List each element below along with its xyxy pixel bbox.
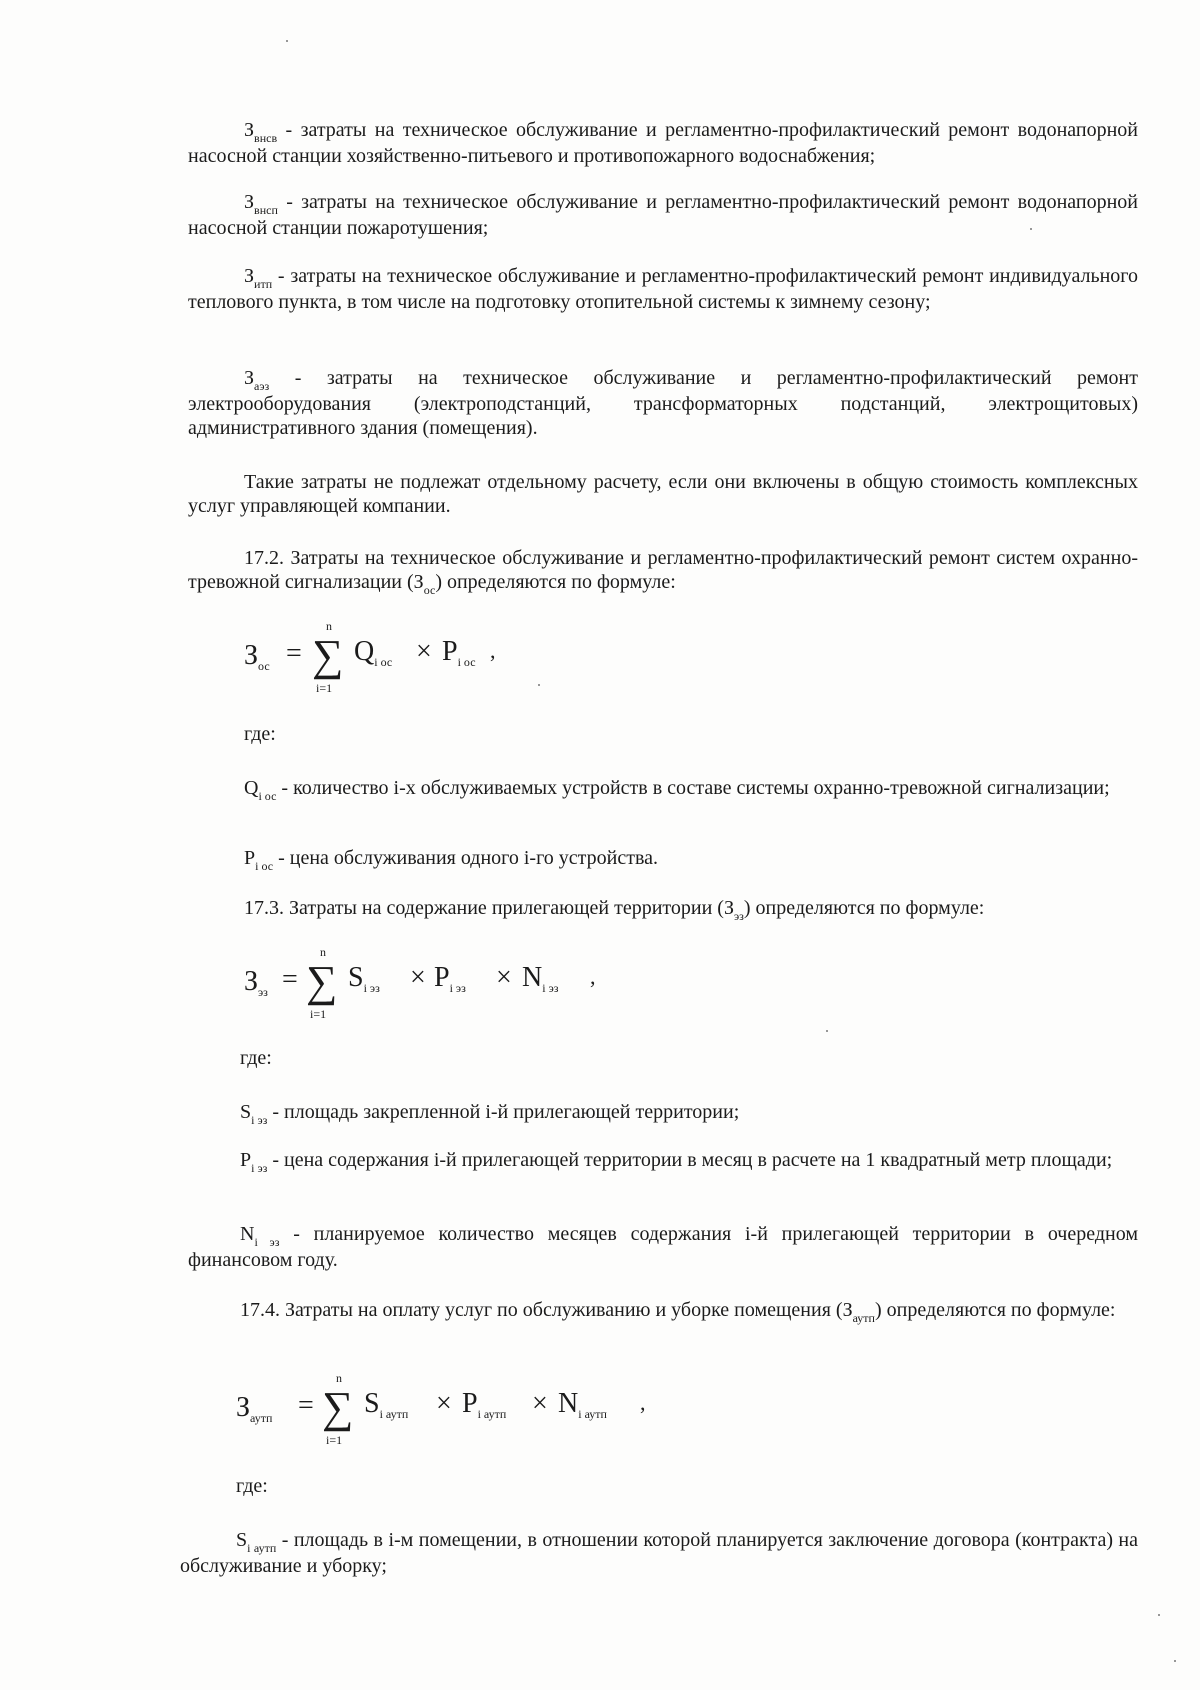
formula-os-equals: =	[286, 638, 302, 669]
zvnsp-symbol	[188, 191, 286, 217]
formula-autp-lower-limit: i=1	[326, 1433, 343, 1447]
formula-ez-times-1: ×	[410, 962, 426, 993]
n-ez-symbol-sub: i эз	[254, 1235, 280, 1249]
scan-speck	[826, 1030, 828, 1032]
formula-ez-n-term	[522, 964, 558, 994]
zitp-symbol-main: З	[244, 265, 255, 287]
paragraph-note	[188, 470, 1138, 518]
zvnsv-description: - затраты на техническое обслуживание и регламентно-профилактический ремонт водонапорной насосной станции хозяйственно-питьевого и противопожарного водоснабжения;	[188, 119, 1138, 167]
formula-autp-p-sub: i аутп	[477, 1407, 507, 1421]
section-17-2-text-after: ) определяются по формуле:	[435, 571, 676, 593]
formula-os-lhs-sub: ос	[258, 659, 270, 673]
p-os-symbol-sub: i ос	[255, 859, 274, 873]
n-ez-symbol	[188, 1223, 293, 1249]
formula-ez-n-sub: i эз	[542, 981, 559, 995]
formula-autp-p-main: P	[462, 1388, 478, 1419]
n-ez-description: - планируемое количество месяцев содержания i-й прилегающей территории в очередном финансовом году.	[188, 1223, 1139, 1271]
scan-speck	[286, 40, 288, 42]
where-label-1: где:	[244, 723, 276, 745]
zvnsv-symbol-main: З	[244, 119, 255, 141]
section-17-4-text: 17.4. Затраты на оплату услуг по обслуживанию и уборке помещения (З	[240, 1299, 853, 1321]
zaez-symbol	[188, 367, 295, 393]
zvnsv-symbol	[188, 119, 286, 145]
p-ez-description: - цена содержания i-й прилегающей территории в месяц в расчете на 1 квадратный метр площади;	[272, 1149, 1113, 1171]
formula-os-sigma: ∑	[312, 631, 344, 680]
section-17-2-text: 17.2. Затраты на техническое обслуживание и регламентно-профилактический ремонт систем охранно-тревожной сигнализации (З	[188, 547, 1138, 593]
s-ez-description: - площадь закрепленной i-й прилегающей территории;	[272, 1101, 740, 1123]
scan-speck	[538, 684, 540, 686]
formula-ez-times-2: ×	[496, 962, 512, 993]
q-os-symbol	[188, 777, 281, 803]
formula-autp-sigma: ∑	[322, 1383, 354, 1432]
formula-autp-times-1: ×	[436, 1388, 452, 1419]
paragraph-s-ez	[188, 1100, 1138, 1126]
s-autp-symbol	[180, 1529, 282, 1555]
scan-speck	[1174, 1660, 1176, 1662]
formula-autp-p-term	[462, 1390, 506, 1420]
formula-autp-lhs-main: З	[236, 1392, 251, 1423]
section-17-3-text: 17.3. Затраты на содержание прилегающей территории (З	[244, 897, 734, 919]
formula-ez-n-main: N	[522, 962, 543, 993]
scan-speck	[1158, 1614, 1160, 1616]
formula-autp-equals: =	[298, 1390, 314, 1421]
zitp-symbol-sub: итп	[254, 277, 273, 291]
formula-ez-s-sub: i эз	[363, 981, 380, 995]
where-label-2: где:	[240, 1047, 272, 1069]
note-text: Такие затраты не подлежат отдельному расчету, если они включены в общую стоимость комплексных услуг управляющей компании.	[188, 471, 1138, 517]
formula-ez	[244, 946, 864, 1028]
section-17-4-text-after: ) определяются по формуле:	[874, 1299, 1116, 1321]
paragraph-n-ez	[188, 1222, 1138, 1272]
paragraph-17-2	[188, 546, 1138, 596]
formula-os-lhs-main: З	[244, 640, 259, 671]
zitp-description: - затраты на техническое обслуживание и регламентно-профилактический ремонт индивидуального теплового пункта, в том числе на подготовку отопительной системы к зимнему сезону;	[188, 265, 1139, 313]
formula-os	[244, 620, 764, 702]
paragraph-17-4	[180, 1298, 1138, 1324]
formula-ez-sigma: ∑	[306, 957, 338, 1006]
s-autp-symbol-sub: i аутп	[247, 1541, 277, 1555]
zaez-symbol-main: З	[244, 367, 255, 389]
formula-autp-n-sub: i аутп	[578, 1407, 607, 1421]
zvnsp-description: - затраты на техническое обслуживание и регламентно-профилактический ремонт водонапорной насосной станции пожаротушения;	[188, 191, 1139, 239]
paragraph-17-3	[188, 896, 1138, 922]
formula-ez-lhs	[244, 968, 268, 998]
paragraph-zitp	[188, 264, 1138, 314]
zvnsp-symbol-main: З	[244, 191, 255, 213]
formula-os-upper-limit: n	[326, 619, 332, 633]
formula-autp-s-sub: i аутп	[379, 1407, 409, 1421]
p-ez-symbol	[188, 1149, 272, 1175]
formula-autp-times-2: ×	[532, 1388, 548, 1419]
where-label-3: где:	[236, 1475, 268, 1497]
formula-os-times: ×	[416, 636, 432, 667]
formula-os-q-main: Q	[354, 636, 375, 667]
paragraph-zvnsp	[188, 190, 1138, 240]
formula-os-p-term	[442, 638, 476, 668]
formula-autp-s-term	[364, 1390, 408, 1420]
formula-autp-s-main: S	[364, 1388, 380, 1419]
formula-os-lower-limit: i=1	[316, 681, 333, 695]
section-17-4-sub: аутп	[852, 1311, 875, 1325]
formula-ez-s-main: S	[348, 962, 364, 993]
section-17-3-text-after: ) определяются по формуле:	[743, 897, 985, 919]
p-os-symbol-main: P	[244, 847, 256, 869]
formula-autp-upper-limit: n	[336, 1371, 342, 1385]
q-os-symbol-main: Q	[244, 777, 259, 799]
s-autp-description: - площадь в i-м помещении, в отношении которой планируется заключение договора (контракта) на обслуживание и уборку;	[180, 1529, 1139, 1577]
zitp-symbol	[188, 265, 278, 291]
p-ez-symbol-sub: i эз	[251, 1161, 268, 1175]
formula-autp-lhs	[236, 1394, 272, 1424]
p-os-symbol	[188, 847, 278, 873]
paragraph-q-os	[188, 776, 1138, 802]
formula-os-p-sub: i ос	[457, 655, 476, 669]
zaez-description: - затраты на техническое обслуживание и регламентно-профилактический ремонт электрооборудования (электроподстанций, трансформаторных подстанций, электрощитовых) административного здания (помещения).	[188, 367, 1138, 439]
formula-os-lhs	[244, 642, 270, 672]
formula-autp-n-main: N	[558, 1388, 579, 1419]
formula-autp	[236, 1372, 916, 1454]
formula-ez-p-sub: i эз	[449, 981, 466, 995]
formula-autp-lhs-sub: аутп	[250, 1411, 273, 1425]
formula-os-tail: ,	[490, 638, 496, 663]
paragraph-s-autp	[180, 1528, 1138, 1578]
q-os-description: - количество i-х обслуживаемых устройств в составе системы охранно-тревожной сигнализации;	[281, 777, 1110, 799]
formula-autp-tail: ,	[640, 1390, 646, 1415]
zaez-symbol-sub: аэз	[254, 379, 270, 393]
formula-ez-equals: =	[282, 964, 298, 995]
formula-ez-lhs-main: З	[244, 966, 259, 997]
p-os-description: - цена обслуживания одного i-го устройства.	[278, 847, 659, 869]
section-17-3-sub: эз	[733, 909, 744, 923]
paragraph-zaez	[188, 366, 1138, 440]
s-autp-symbol-main: S	[236, 1529, 248, 1551]
section-17-2-sub: ос	[423, 583, 436, 597]
formula-ez-p-term	[434, 964, 466, 994]
formula-ez-lhs-sub: эз	[258, 985, 268, 999]
p-ez-symbol-main: P	[240, 1149, 252, 1171]
formula-os-q-term	[354, 638, 392, 668]
scan-speck	[1030, 228, 1032, 230]
formula-ez-tail: ,	[590, 964, 596, 989]
zvnsv-symbol-sub: внсв	[254, 131, 278, 145]
s-ez-symbol	[188, 1101, 272, 1127]
s-ez-symbol-sub: i эз	[251, 1113, 268, 1127]
paragraph-zvnsv	[188, 118, 1138, 168]
paragraph-p-os	[188, 846, 1138, 872]
formula-autp-n-term	[558, 1390, 607, 1420]
formula-ez-p-main: P	[434, 962, 450, 993]
s-ez-symbol-main: S	[240, 1101, 252, 1123]
formula-ez-s-term	[348, 964, 380, 994]
paragraph-p-ez	[188, 1148, 1138, 1174]
q-os-symbol-sub: i ос	[258, 789, 277, 803]
formula-os-p-main: P	[442, 636, 458, 667]
formula-os-q-sub: i ос	[374, 655, 393, 669]
n-ez-symbol-main: N	[240, 1223, 255, 1245]
formula-ez-upper-limit: n	[320, 945, 326, 959]
formula-ez-lower-limit: i=1	[310, 1007, 327, 1021]
zvnsp-symbol-sub: внсп	[254, 203, 278, 217]
